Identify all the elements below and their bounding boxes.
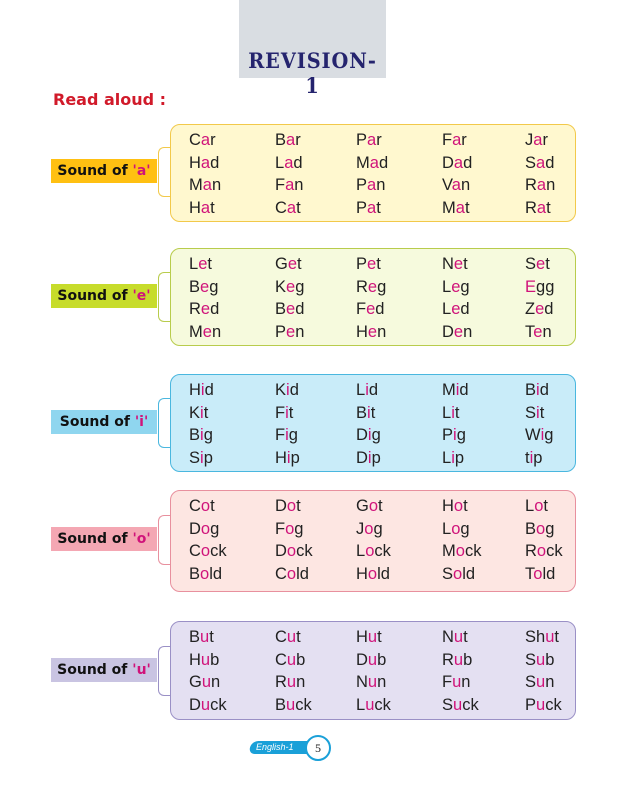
- word: Kid: [275, 381, 299, 399]
- word: Dog: [189, 519, 220, 538]
- word: Hen: [356, 323, 387, 342]
- word-grid: [189, 495, 585, 586]
- word: Egg: [525, 277, 555, 296]
- sound-label-prefix: Sound of: [57, 662, 133, 678]
- word: Sold: [442, 565, 476, 584]
- word: Bog: [525, 519, 555, 538]
- word: Ran: [525, 176, 556, 195]
- word: Hat: [189, 199, 215, 218]
- word: Pig: [442, 426, 466, 445]
- word: Par: [356, 131, 382, 149]
- sound-label-prefix: Sound of: [57, 288, 133, 304]
- word: Get: [275, 255, 302, 273]
- word: Mid: [442, 381, 469, 399]
- word: Ten: [525, 323, 552, 342]
- word: Zed: [525, 300, 554, 319]
- word: Fit: [275, 403, 294, 422]
- sound-label-tab: [51, 410, 157, 434]
- word: Fan: [275, 176, 304, 195]
- word: Cub: [275, 650, 306, 669]
- word: Keg: [275, 277, 305, 296]
- word: Gun: [189, 673, 221, 692]
- word: Mock: [442, 542, 482, 561]
- word: Dip: [356, 449, 381, 468]
- word-grid: [189, 379, 585, 470]
- word: Luck: [356, 696, 391, 715]
- word: tip: [525, 449, 543, 468]
- word: Dad: [442, 153, 473, 172]
- word: Bold: [189, 565, 223, 584]
- sound-label-tab: [51, 159, 157, 183]
- word: Jog: [356, 519, 383, 538]
- footer-book-label: English-1: [256, 742, 294, 752]
- word: Sad: [525, 153, 555, 172]
- word: Sun: [525, 673, 555, 692]
- word: Mat: [442, 199, 470, 218]
- word-grid: [189, 253, 585, 344]
- word-box: [170, 124, 576, 222]
- word: But: [189, 628, 214, 646]
- word: Let: [189, 255, 212, 273]
- word: Men: [189, 323, 222, 342]
- sound-label-prefix: Sound of: [59, 414, 135, 430]
- sound-label-vowel: 'u': [132, 662, 151, 678]
- word: Dock: [275, 542, 313, 561]
- word: Lot: [525, 497, 548, 515]
- word: Bid: [525, 381, 549, 399]
- word: Cut: [275, 628, 301, 646]
- word-grid: [189, 626, 585, 717]
- word: Van: [442, 176, 471, 195]
- word: Big: [189, 426, 213, 445]
- word: Buck: [275, 696, 312, 715]
- sound-label-tab: [51, 284, 157, 308]
- word: Hot: [442, 497, 468, 515]
- word: Lip: [442, 449, 465, 468]
- word: Sip: [189, 449, 213, 468]
- word-box: [170, 374, 576, 472]
- word: Rock: [525, 542, 563, 561]
- word: Pat: [356, 199, 381, 218]
- word: Sub: [525, 650, 555, 669]
- word: Dig: [356, 426, 381, 445]
- sound-label-vowel: 'o': [132, 531, 151, 547]
- word-box: [170, 248, 576, 346]
- word: Man: [189, 176, 222, 195]
- word: Duck: [189, 696, 227, 715]
- word: Fed: [356, 300, 385, 319]
- word: Lit: [442, 403, 460, 422]
- word: Far: [442, 131, 467, 149]
- sound-label-tab: [51, 658, 157, 682]
- sound-label-vowel: 'a': [132, 163, 151, 179]
- word: Kit: [189, 403, 209, 422]
- word: Rub: [442, 650, 473, 669]
- word: Lad: [275, 153, 303, 172]
- sound-label-vowel: 'e': [132, 288, 151, 304]
- sound-label-prefix: Sound of: [57, 531, 133, 547]
- word: Lock: [356, 542, 391, 561]
- word: Got: [356, 497, 383, 515]
- word: Told: [525, 565, 556, 584]
- word: Dot: [275, 497, 301, 515]
- sound-label-vowel: 'i': [134, 414, 149, 430]
- word: Lid: [356, 381, 379, 399]
- word: Run: [275, 673, 306, 692]
- page-number: 5: [305, 735, 331, 761]
- word-grid: [189, 129, 585, 220]
- word-box: [170, 490, 576, 592]
- word: Hip: [275, 449, 300, 468]
- word: Leg: [442, 277, 470, 296]
- word: Wig: [525, 426, 554, 445]
- word: Bed: [275, 300, 305, 319]
- word: Led: [442, 300, 470, 319]
- word: Log: [442, 519, 470, 538]
- page-footer: [250, 739, 335, 755]
- word: Hut: [356, 628, 382, 646]
- word: Jar: [525, 131, 548, 149]
- word: Dub: [356, 650, 387, 669]
- word: Net: [442, 255, 468, 273]
- word: Reg: [356, 277, 387, 296]
- word: Pan: [356, 176, 386, 195]
- word: Nun: [356, 673, 387, 692]
- word: Red: [189, 300, 220, 319]
- word: Cock: [189, 542, 227, 561]
- sound-label-prefix: Sound of: [57, 163, 133, 179]
- word: Suck: [442, 696, 479, 715]
- word: Fun: [442, 673, 471, 692]
- word: Rat: [525, 199, 551, 218]
- word: Had: [189, 153, 220, 172]
- word: Sit: [525, 403, 545, 422]
- instruction-text: Read aloud :: [53, 90, 167, 109]
- word: Hid: [189, 381, 214, 399]
- word: Nut: [442, 628, 468, 646]
- word: Set: [525, 255, 550, 273]
- word: Bar: [275, 131, 301, 149]
- word: Hub: [189, 650, 220, 669]
- word: Fig: [275, 426, 298, 445]
- word: Mad: [356, 153, 389, 172]
- word: Cold: [275, 565, 309, 584]
- sound-label-tab: [51, 527, 157, 551]
- word: Puck: [525, 696, 562, 715]
- word-box: [170, 621, 576, 720]
- word: Car: [189, 131, 216, 149]
- word: Cot: [189, 497, 215, 515]
- word: Hold: [356, 565, 390, 584]
- word: Beg: [189, 277, 219, 296]
- word: Bit: [356, 403, 376, 422]
- word: Pen: [275, 323, 305, 342]
- word: Den: [442, 323, 473, 342]
- word: Shut: [525, 628, 559, 646]
- word: Pet: [356, 255, 381, 273]
- word: Fog: [275, 519, 304, 538]
- word: Cat: [275, 199, 301, 218]
- page-title: REVISION-1: [248, 48, 377, 98]
